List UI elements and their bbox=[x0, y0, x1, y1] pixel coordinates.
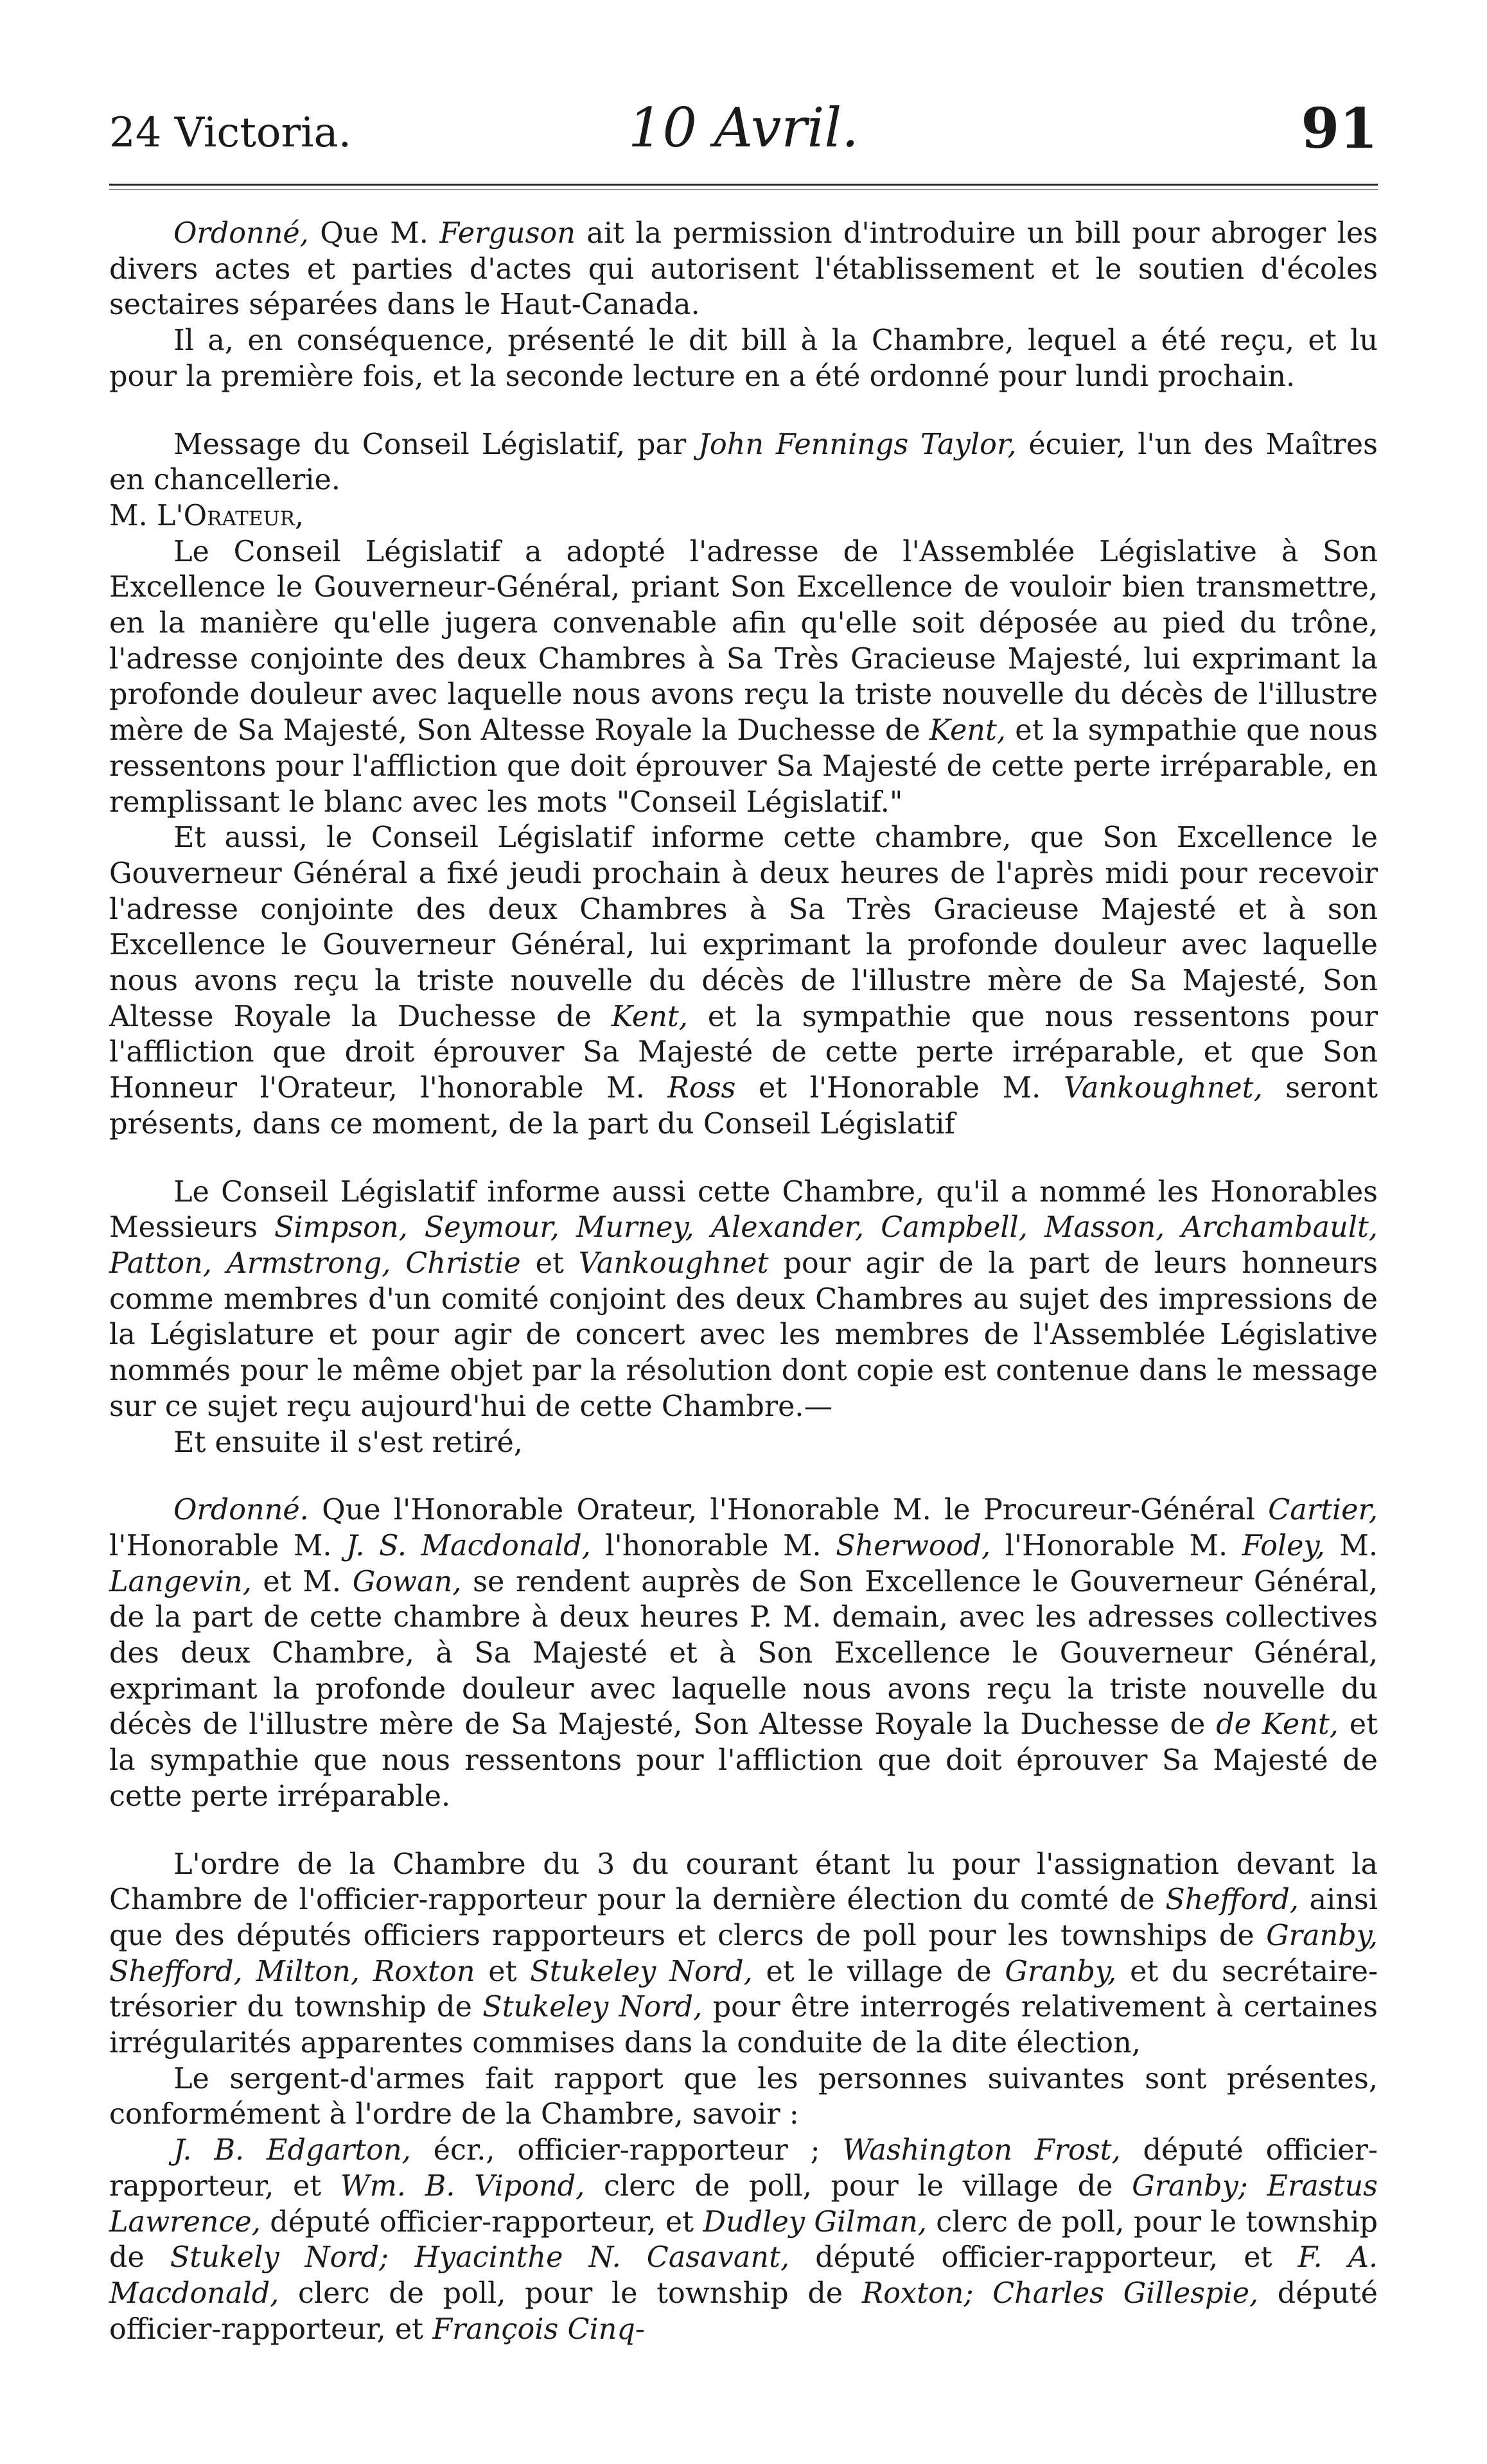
paragraph-shefford-election: L'ordre de la Chambre du 3 du courant étant lu pour l'assignation devant la Chambre de l'officier-rapporteur pour la dernière élection du comté de Shefford, ainsi que des députés officiers rapporteurs et clercs de poll pour les townships de Granby, Shefford, Milton, Roxton et Stukeley Nord, et le village de Granby, et du secrétaire-trésorier du township de Stukeley Nord, pour être interrogés relativement à certaines irrégularités apparentes commises dans la conduite de la dite élection, bbox=[109, 1848, 1378, 2060]
paragraph-governor-reception: Et aussi, le Conseil Législatif informe cette chambre, que Son Excellence le Gouverneur Général a fixé jeudi prochain à deux heures de l'après midi pour recevoir l'adresse conjointe des deux Chambres à Sa Très Gracieuse Majesté et à son Excellence le Gouverneur Général, lui exprimant la profonde douleur avec laquelle nous avons reçu la triste nouvelle du décès de l'illustre mère de Sa Majesté, Son Altesse Royale la Duchesse de Kent, et la sympathie que nous ressentons pour l'affliction que droit éprouver Sa Majesté de cette perte irréparable, et que Son Honneur l'Orateur, l'honorable M. Ross et l'Honorable M. Vankoughnet, seront présents, dans ce moment, de la part du Conseil Législatif bbox=[109, 821, 1378, 1140]
paragraph-retired: Et ensuite il s'est retiré, bbox=[173, 1426, 523, 1459]
paragraph-joint-committee: Le Conseil Législatif informe aussi cette Chambre, qu'il a nommé les Honorables Messieurs Simpson, Seymour, Murney, Alexander, Campbell, Masson, Archambault, Patton, Armstrong, Christie et Vankoughnet pour agir de la part de leurs honneurs comme membres d'un comité conjoint des deux Chambres au sujet des impressions de la Législature et pour agir de concert avec les membres de l'Assemblée Législative nommés pour le même objet par la résolution dont copie est contenue dans le message sur ce sujet reçu aujourd'hui de cette Chambre.— bbox=[109, 1175, 1378, 1423]
paragraph-bill-presented: Il a, en conséquence, présenté le dit bill à la Chambre, lequel a été reçu, et lu pour la première fois, et la seconde lecture en a été ordonné pour lundi prochain. bbox=[109, 324, 1378, 393]
header-rule bbox=[109, 184, 1378, 190]
header-date: 10 Avril. bbox=[628, 96, 859, 159]
running-header bbox=[109, 96, 1378, 167]
paragraph-persons-present: J. B. Edgarton, écr., officier-rapporteur ; Washington Frost, député officier-rapporteur, et Wm. B. Vipond, clerc de poll, pour le village de Granby; Erastus Lawrence, député officier-rapporteur, et Dudley Gilman, clerc de poll, pour le township de Stukely Nord; Hyacinthe N. Casavant, député officier-rapporteur, et F. A. Macdonald, clerc de poll, pour le township de Roxton; Charles Gillespie, député officier-rapporteur, et François Cinq- bbox=[109, 2134, 1378, 2346]
page bbox=[109, 96, 1378, 2347]
paragraph-order-ferguson: Ordonné, Que M. Ferguson ait la permission d'introduire un bill pour abroger les divers actes et parties d'actes qui autorisent l'établissement et le soutien d'écoles sectaires séparées dans le Haut-Canada. bbox=[109, 217, 1378, 322]
page-number: 91 bbox=[1301, 96, 1378, 161]
salutation: M. L'Orateur, bbox=[109, 499, 304, 532]
paragraph-address-adopted: Le Conseil Législatif a adopté l'adresse de l'Assemblée Législative à Son Excellence le Gouverneur-Général, priant Son Excellence de vouloir bien transmettre, en la manière qu'elle jugera convenable afin qu'elle soit déposée au pied du trône, l'adresse conjointe des deux Chambres à Sa Très Gracieuse Majesté, lui exprimant la profonde douleur avec laquelle nous avons reçu la triste nouvelle du décès de l'illustre mère de Sa Majesté, Son Altesse Royale la Duchesse de Kent, et la sympathie que nous ressentons pour l'affliction que doit éprouver Sa Majesté de cette perte irréparable, en remplissant le blanc avec les mots "Conseil Législatif." bbox=[109, 535, 1378, 819]
paragraph-sergeant-report: Le sergent-d'armes fait rapport que les personnes suivantes sont présentes, conformément à l'ordre de la Chambre, savoir : bbox=[109, 2062, 1378, 2131]
paragraph-order-delegation: Ordonné. Que l'Honorable Orateur, l'Honorable M. le Procureur-Général Cartier, l'Honorable M. J. S. Macdonald, l'honorable M. Sherwood, l'Honorable M. Foley, M. Langevin, et M. Gowan, se rendent auprès de Son Excellence le Gouverneur Général, de la part de cette chambre à deux heures P. M. demain, avec les adresses collectives des deux Chambre, à Sa Majesté et à Son Excellence le Gouverneur Général, exprimant la profonde douleur avec laquelle nous avons reçu la triste nouvelle du décès de l'illustre mère de Sa Majesté, Son Altesse Royale la Duchesse de de Kent, et la sympathie que nous ressentons pour l'affliction que doit éprouver Sa Majesté de cette perte irréparable. bbox=[109, 1494, 1378, 1813]
header-regnal-year: 24 Victoria. bbox=[109, 109, 351, 157]
document-body bbox=[109, 216, 1378, 2347]
paragraph-message-council: Message du Conseil Législatif, par John Fennings Taylor, écuier, l'un des Maîtres en chancellerie. bbox=[109, 428, 1378, 497]
